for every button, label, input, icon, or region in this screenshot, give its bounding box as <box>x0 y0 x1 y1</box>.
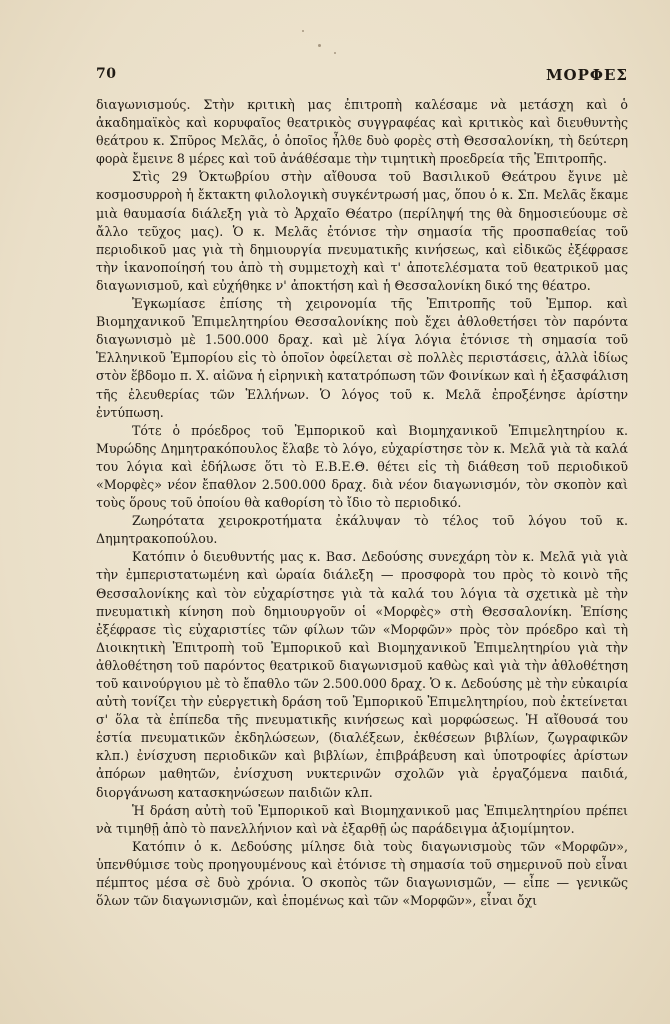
paper-speck <box>302 30 304 32</box>
paragraph: Ζωηρότατα χειροκροτήματα ἐκάλυψαν τὸ τέλος τοῦ λόγου τοῦ κ. Δημητρακοπούλου. <box>96 513 628 547</box>
paragraph: Κατόπιν ὁ κ. Δεδούσης μίλησε διὰ τοὺς διαγωνισμοὺς τῶν «Μορφῶν», ὑπενθύμισε τοὺς προηγουμένους καὶ ἐτόνισε τὴ σημασία τοῦ σημερινοῦ ποὺ εἶναι πέμπτος μέσα σὲ δυὸ χρόνια. Ὁ σκοπὸς τῶν διαγωνισμῶν, — εἶπε — γενικῶς ὅλων τῶν διαγωνισμῶν, καὶ ἑπομένως καὶ τῶν «Μορφῶν», εἶναι ὄχι <box>96 838 628 909</box>
article-body <box>96 96 628 910</box>
paragraph: Τότε ὁ πρόεδρος τοῦ Ἐμπορικοῦ καὶ Βιομηχανικοῦ Ἐπιμελητηρίου κ. Μυρώδης Δημητρακόπουλος ἔλαβε τὸ λόγο, εὐχαρίστησε τὸν κ. Μελᾶ γιὰ τὰ καλά του λόγια καὶ ἐδήλωσε ὅτι τὸ Ε.Β.Ε.Θ. θέτει εἰς τὴ διάθεση τοῦ περιοδικοῦ «Μορφὲς» νέον ἔπαθλον 2.500.000 δραχ. διὰ νέον διαγωνισμόν, τὸν σκοπὸν καὶ τοὺς ὅρους τοῦ ὁποίου θὰ καθορίση τὸ ἴδιο τὸ περιοδικό. <box>96 422 628 511</box>
paragraph: Στὶς 29 Ὀκτωβρίου στὴν αἴθουσα τοῦ Βασιλικοῦ Θεάτρου ἔγινε μὲ κοσμοσυρροὴ ἡ ἔκτακτη φιλολογικὴ συγκέντρωσή μας, ὅπου ὁ κ. Σπ. Μελᾶς ἔκαμε μιὰ θαυμασία διάλεξη γιὰ τὸ Ἀρχαῖο Θέατρο (περίληψή της θὰ δημοσιεύουμε σὲ ἄλλο τεῦχος μας). Ὁ κ. Μελᾶς ἐτόνισε τὴν σημασία τῆς προσπαθείας τοῦ περιοδικοῦ μας γιὰ τὴ δημιουργία πνευματικῆς κινήσεως, καὶ εἰδικῶς ἐξέφρασε τὴν ἱκανοποίησή του ἀπὸ τὴ συμμετοχὴ καὶ τ' ἀποτελέσματα τοῦ θεατρικοῦ μας διαγωνισμοῦ, καὶ εὐχήθηκε ν' ἀποκτήση καὶ ἡ Θεσσαλονίκη δικό της θέατρο. <box>96 169 628 293</box>
page-number: 70 <box>96 66 117 82</box>
running-title: ΜΟΡΦΕΣ <box>545 66 628 84</box>
paper-speck <box>318 44 321 47</box>
paragraph: Κατόπιν ὁ διευθυντής μας κ. Βασ. Δεδούσης συνεχάρη τὸν κ. Μελᾶ γιὰ γιὰ τὴν ἐμπεριστατωμένη καὶ ὡραία διάλεξη — προσφορὰ του πρὸς τὸ κοινὸ τῆς Θεσσαλονίκης καὶ τὸν εὐχαρίστησε γιὰ τὰ καλά του λόγια τὰ σχετικὰ μὲ τὴν πνευματικὴ κίνηση ποὺ δημιουργοῦν οἱ «Μορφὲς» στὴ Θεσσαλονίκη. Ἐπίσης ἐξέφρασε τὶς εὐχαριστίες τῶν φίλων τῶν «Μορφῶν» πρὸς τὸν πρόεδρο καὶ τὴ Διοικητικὴ Ἐπιτροπὴ τοῦ Ἐμπορικοῦ καὶ Βιομηχανικοῦ Ἐπιμελητηρίου γιὰ τὴν ἀθλοθέτηση τοῦ παρόντος θεατρικοῦ διαγωνισμοῦ καθὼς καὶ γιὰ τὴν ἀθλοθέτηση τοῦ καινούργιου μὲ τὸ ἔπαθλο τῶν 2.500.000 δραχ. Ὁ κ. Δεδούσης μὲ τὴν εὐκαιρία αὐτὴ τονίζει τὴν εὐεργετικὴ δράση τοῦ Ἐμπορικοῦ Ἐπιμελητηρίου, ποὺ ἐκτείνεται σ' ὅλα τὰ ἐπίπεδα τῆς πνευματικῆς κινήσεως καὶ μορφώσεως. Ἡ αἴθουσά του ἑστία πνευματικῶν ἐκδηλώσεων, (διαλέξεων, ἐκθέσεων βιβλίων, ζωγραφικῶν κλπ.) ἐνίσχυση περιοδικῶν καὶ βιβλίων, ἐπιβράβευση καὶ ὑποτροφίες ἀρίστων ἀπόρων μαθητῶν, ἐνίσχυση νυκτερινῶν σχολῶν γιὰ ἐργαζόμενα παιδιά, διοργάνωση κατασκηνώσεων παιδιῶν κλπ. <box>96 549 628 800</box>
page-header <box>96 66 628 86</box>
paragraph: Ἡ δράση αὐτὴ τοῦ Ἐμπορικοῦ καὶ Βιομηχανικοῦ μας Ἐπιμελητηρίου πρέπει νὰ τιμηθῇ ἀπὸ τὸ πανελλήνιον καὶ νὰ ἐξαρθῇ ὡς παράδειγμα ἀξιομίμητον. <box>96 802 628 836</box>
paragraph: Ἐγκωμίασε ἐπίσης τὴ χειρονομία τῆς Ἐπιτροπῆς τοῦ Ἐμπορ. καὶ Βιομηχανικοῦ Ἐπιμελητηρίου Θεσσαλονίκης ποὺ ἔχει ἀθλοθετήσει τὸν παρόντα διαγωνισμὸ μὲ 1.500.000 δραχ. καὶ μὲ λίγα λόγια ἐτόνισε τὴ σημασία τοῦ Ἑλληνικοῦ Ἐμπορίου εἰς τὸ ὁποῖον ὀφείλεται σὲ πολλὲς περιστάσεις, ἀλλὰ ἰδίως στὸν ἕβδομο π. Χ. αἰῶνα ἡ εἰρηνικὴ κατατρόπωση τῶν Φοινίκων καὶ ἡ ἐξασφάλιση τῆς ἐλευθερίας τῶν Ἑλλήνων. Ὁ λόγος τοῦ κ. Μελᾶ ἐπροξένησε ἀρίστην ἐντύπωση. <box>96 296 628 420</box>
paragraph: διαγωνισμούς. Στὴν κριτικὴ μας ἐπιτροπὴ καλέσαμε νὰ μετάσχη καὶ ὁ ἀκαδημαϊκὸς καὶ κορυφαῖος θεατρικὸς συγγραφέας καὶ κριτικὸς καὶ διευθυντὴς θεάτρου κ. Σπῦρος Μελᾶς, ὁ ὁποῖος ἦλθε δυὸ φορὲς στὴ Θεσσαλονίκη, τὴ δεύτερη φορὰ ἔμεινε 8 μέρες καὶ τοῦ ἀνάθέσαμε τὴν τιμητικὴ προεδρεία τῆς Ἐπιτροπῆς. <box>96 97 628 167</box>
paper-speck <box>334 52 336 54</box>
